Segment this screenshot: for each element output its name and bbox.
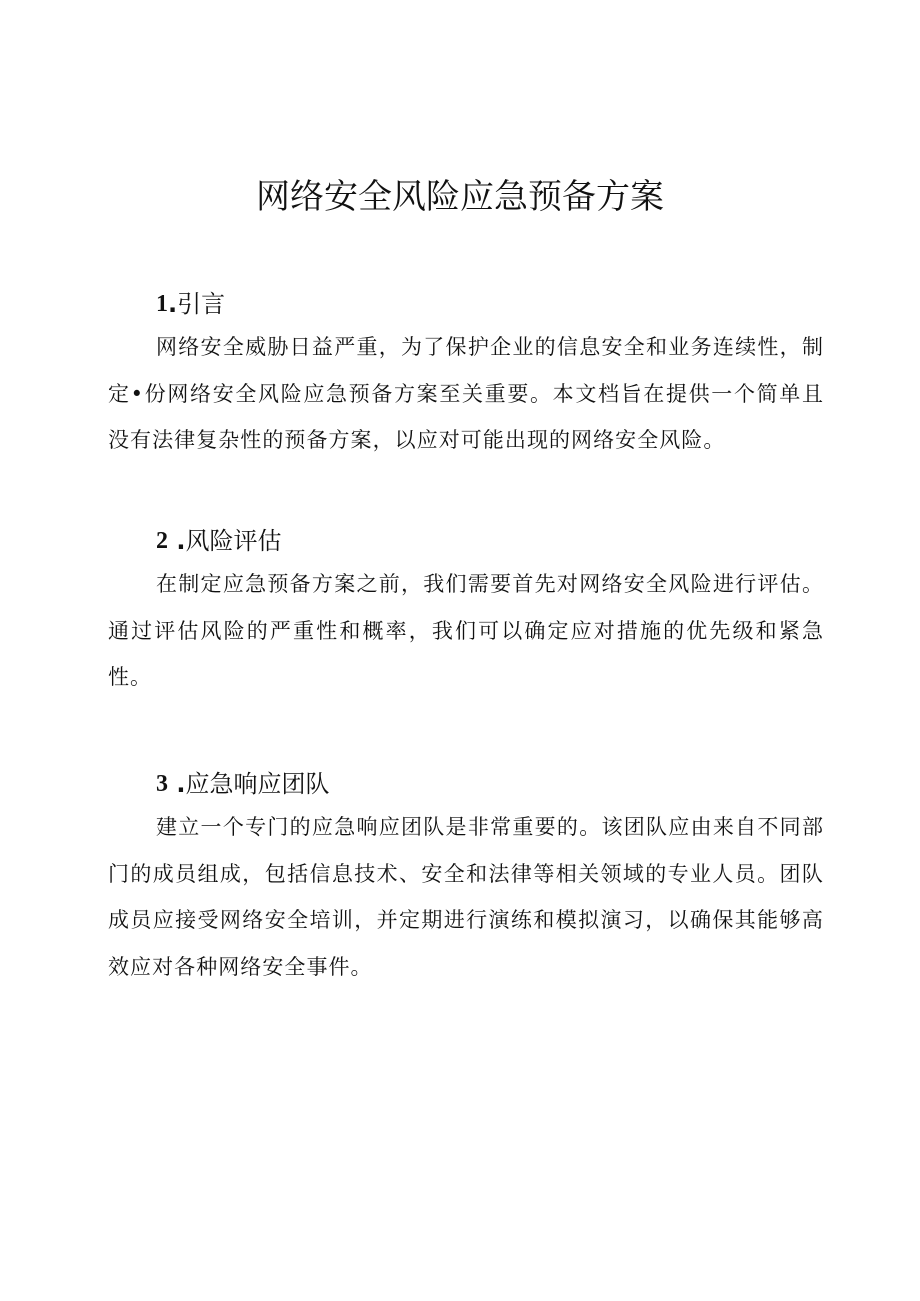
section-number: 3 [156,771,168,797]
section-introduction [108,284,824,464]
section-heading [156,764,824,804]
section-risk-assessment [108,521,824,701]
section-separator: . [168,527,186,555]
section-number: 1 [156,291,168,317]
section-separator: . [168,770,186,798]
section-body: 在制定应急预备方案之前，我们需要首先对网络安全风险进行评估。通过评估风险的严重性和概率，我们可以确定应对措施的优先级和紧急性。 [108,572,824,689]
section-heading-text: 风险评估 [185,527,282,555]
document-title: 网络安全风险应急预备方案 [256,177,664,217]
section-heading-text: 引言 [177,290,226,318]
section-body: 网络安全威胁日益严重，为了保护企业的信息安全和业务连续性，制定•份网络安全风险应急预备方案至关重要。本文档旨在提供一个简单且没有法律复杂性的预备方案，以应对可能出现的网络安全风险。 [108,335,824,452]
section-response-team [108,764,824,990]
section-heading-text: 应急响应团队 [185,770,330,798]
section-heading [156,521,824,561]
section-body: 建立一个专门的应急响应团队是非常重要的。该团队应由来自不同部门的成员组成，包括信息技术、安全和法律等相关领域的专业人员。团队成员应接受网络安全培训，并定期进行演练和模拟演习，以确保其能够高效应对各种网络安全事件。 [108,815,824,979]
section-separator: . [168,290,178,318]
section-number: 2 [156,528,168,554]
section-heading [156,284,824,324]
